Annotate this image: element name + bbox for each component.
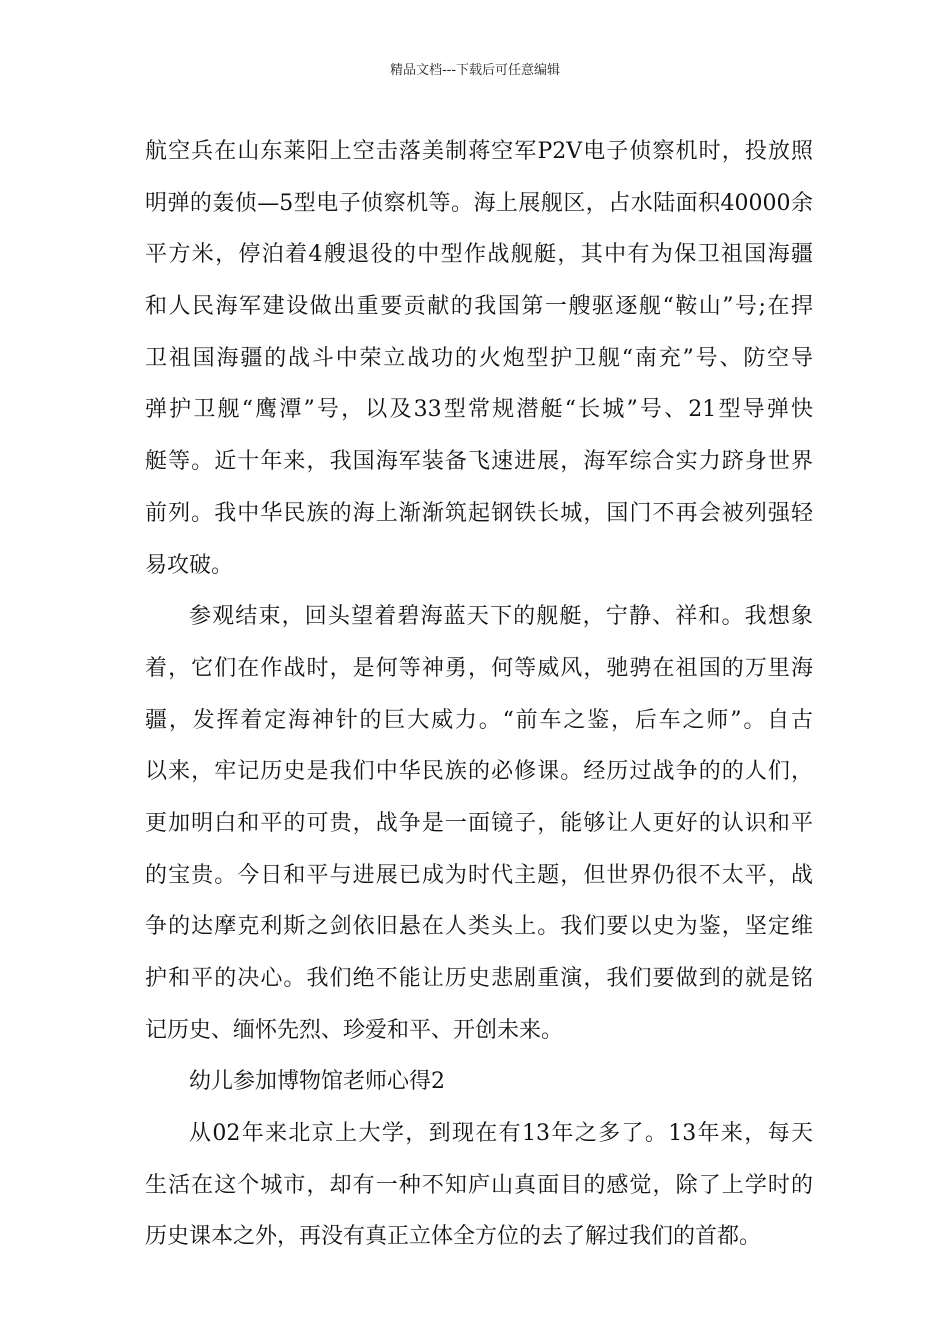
text-line: 明弹的轰侦—5型电子侦察机等。海上展舰区，占水陆面积40000余	[145, 190, 813, 216]
text-line: 护和平的决心。我们绝不能让历史悲剧重演，我们要做到的就是铭	[145, 966, 813, 991]
document-body	[145, 126, 813, 1263]
text-line: 的宝贵。今日和平与进展已成为时代主题，但世界仍很不太平，战	[145, 862, 813, 888]
text-line: 以来，牢记历史是我们中华民族的必修课。经历过战争的的人们，	[145, 759, 813, 785]
section-heading-text: 幼儿参加博物馆老师心得2	[189, 1069, 445, 1095]
text-line: 卫祖国海疆的战斗中荣立战功的火炮型护卫舰“南充”号、防空导	[145, 345, 813, 371]
text-line: 参观结束，回头望着碧海蓝天下的舰艇，宁静、祥和。我想象	[189, 604, 813, 630]
page-header: 精品文档---下载后可任意编辑	[389, 63, 561, 78]
text-line: 航空兵在山东莱阳上空击落美制蒋空军P2V电子侦察机时，投放照	[145, 139, 813, 164]
paragraph	[145, 1108, 813, 1263]
text-line: 平方米，停泊着4艘退役的中型作战舰艇，其中有为保卫祖国海疆	[145, 242, 813, 268]
text-line: 前列。我中华民族的海上渐渐筑起钢铁长城，国门不再会被列强轻	[145, 500, 813, 526]
text-line: 记历史、缅怀先烈、珍爱和平、开创未来。	[145, 1017, 564, 1043]
text-line: 弹护卫舰“鹰潭”号，以及33型常规潜艇“长城”号、21型导弹快	[145, 397, 813, 423]
text-line: 和人民海军建设做出重要贡献的我国第一艘驱逐舰“鞍山”号;在捍	[145, 294, 813, 320]
text-line: 疆，发挥着定海神针的巨大威力。“前车之鉴，后车之师”。自古	[145, 707, 813, 733]
text-line: 从02年来北京上大学，到现在有13年之多了。13年来，每天	[189, 1121, 813, 1147]
text-line: 争的达摩克利斯之剑依旧悬在人类头上。我们要以史为鉴，坚定维	[145, 914, 813, 940]
text-line: 生活在这个城市，却有一种不知庐山真面目的感觉，除了上学时的	[145, 1172, 813, 1198]
paragraph	[145, 126, 813, 591]
paragraph	[145, 591, 813, 1056]
section-heading	[145, 1056, 813, 1108]
text-line: 更加明白和平的可贵，战争是一面镜子，能够让人更好的认识和平	[145, 810, 813, 836]
text-line: 着，它们在作战时，是何等神勇，何等威风，驰骋在祖国的万里海	[145, 655, 813, 681]
text-line: 艇等。近十年来，我国海军装备飞速进展，海军综合实力跻身世界	[145, 449, 813, 475]
text-line: 易攻破。	[145, 552, 234, 578]
text-line: 历史课本之外，再没有真正立体全方位的去了解过我们的首都。	[145, 1224, 762, 1250]
